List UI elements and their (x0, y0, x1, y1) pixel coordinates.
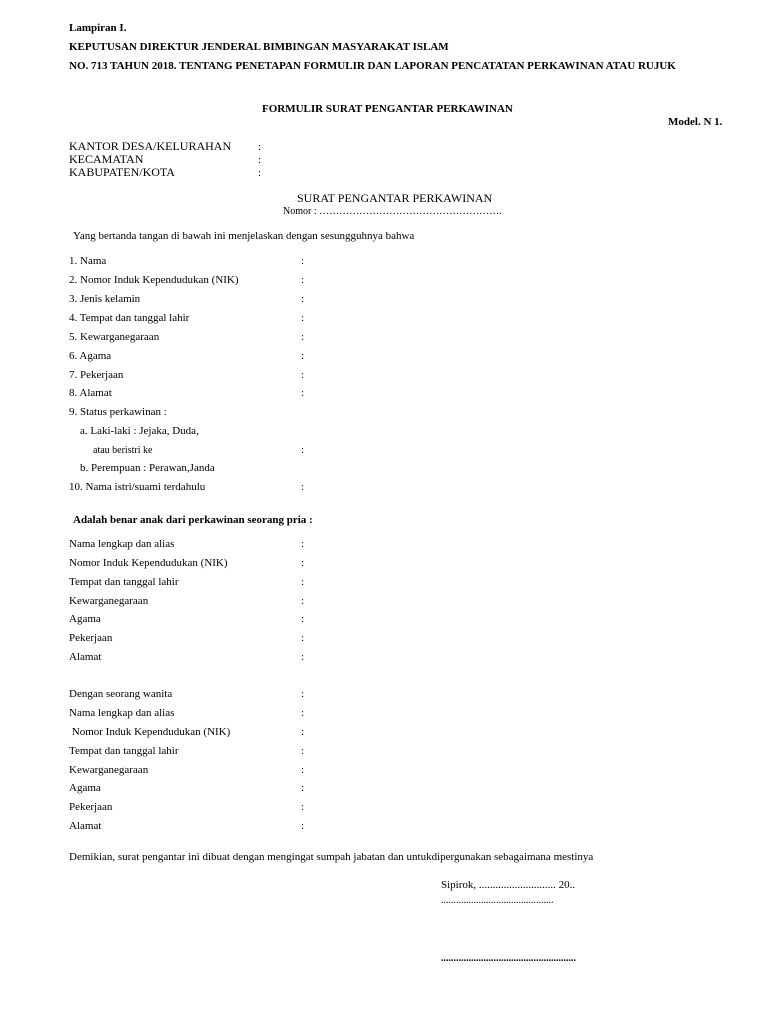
field-colon: : (301, 481, 305, 493)
field-label: 10. Nama istri/suami terdahulu (69, 481, 206, 493)
field-label: Nomor Induk Kependudukan (NIK) (69, 557, 228, 569)
mother-nama (69, 707, 329, 721)
field-status-perempuan: b. Perempuan : Perawan,Janda (80, 462, 215, 474)
office-kecamatan-colon: : (258, 154, 262, 166)
signature-line: ...................................................... (441, 953, 576, 964)
form-title: FORMULIR SURAT PENGANTAR PERKAWINAN (262, 103, 513, 115)
field-alamat (69, 387, 329, 401)
field-label: Kewarganegaraan (69, 595, 149, 607)
field-label: atau beristri ke (93, 445, 153, 456)
field-colon: : (301, 274, 305, 286)
field-colon: : (301, 764, 305, 776)
mother-alamat (69, 820, 329, 834)
father-pekerjaan (69, 632, 329, 646)
field-colon: : (301, 595, 305, 607)
field-label: Dengan seorang wanita (69, 688, 173, 700)
field-label: Alamat (69, 651, 102, 663)
field-pekerjaan (69, 369, 329, 383)
closing-place-date: Sipirok, ............................ 20.. (441, 879, 576, 891)
field-colon: : (301, 444, 305, 456)
field-colon: : (301, 745, 305, 757)
field-colon: : (301, 651, 305, 663)
field-colon: : (301, 707, 305, 719)
field-colon: : (301, 801, 305, 813)
father-nama (69, 538, 329, 552)
father-alamat (69, 651, 329, 665)
field-colon: : (301, 632, 305, 644)
closing-statement: Demikian, surat pengantar ini dibuat dengan mengingat sumpah jabatan dan untukdipergunakan sebagaimana mestinya (69, 851, 594, 863)
mother-ttl (69, 745, 329, 759)
field-colon: : (301, 369, 305, 381)
field-label: 1. Nama (69, 255, 107, 267)
mother-pekerjaan (69, 801, 329, 815)
field-label: Tempat dan tanggal lahir (69, 745, 179, 757)
field-label: 4. Tempat dan tanggal lahir (69, 312, 190, 324)
field-colon: : (301, 538, 305, 550)
office-kabupaten-colon: : (258, 167, 262, 179)
office-kecamatan-label: KECAMATAN (69, 152, 144, 166)
field-nama (69, 255, 329, 269)
field-label: Alamat (69, 820, 102, 832)
field-nama-istri (69, 481, 329, 495)
father-ttl (69, 576, 329, 590)
field-label: Pekerjaan (69, 801, 113, 813)
field-label: 8. Alamat (69, 387, 112, 399)
field-agama (69, 350, 329, 364)
field-colon: : (301, 726, 305, 738)
field-label: 2. Nomor Induk Kependudukan (NIK) (69, 274, 239, 286)
father-nik (69, 557, 329, 571)
father-agama (69, 613, 329, 627)
father-kewarganegaraan (69, 595, 329, 609)
field-colon: : (301, 688, 305, 700)
field-label: 6. Agama (69, 350, 112, 362)
field-label: 5. Kewarganegaraan (69, 331, 160, 343)
letter-title: SURAT PENGANTAR PERKAWINAN (297, 191, 493, 205)
father-heading: Adalah benar anak dari perkawinan seorang pria : (73, 514, 313, 526)
field-colon: : (301, 255, 305, 267)
closing-position-line: ............................................. (441, 895, 554, 906)
field-jenis-kelamin (69, 293, 329, 307)
field-label: Pekerjaan (69, 632, 113, 644)
field-status-laki: a. Laki-laki : Jejaka, Duda, (80, 425, 199, 437)
field-colon: : (301, 782, 305, 794)
office-kabupaten-label: KABUPATEN/KOTA (69, 165, 175, 179)
field-nik (69, 274, 329, 288)
field-label: Kewarganegaraan (69, 764, 149, 776)
field-label: 3. Jenis kelamin (69, 293, 141, 305)
field-colon: : (301, 312, 305, 324)
field-colon: : (301, 613, 305, 625)
mother-nik (69, 726, 329, 740)
mother-heading (69, 688, 329, 702)
lampiran-label: Lampiran I. (69, 22, 127, 34)
field-label: 7. Pekerjaan (69, 369, 124, 381)
field-colon: : (301, 557, 305, 569)
field-ttl (69, 312, 329, 326)
field-colon: : (301, 387, 305, 399)
decree-number: NO. 713 TAHUN 2018. TENTANG PENETAPAN FORMULIR DAN LAPORAN PENCATATAN PERKAWINAN ATAU RUJUK (69, 60, 676, 72)
field-status-label: 9. Status perkawinan : (69, 406, 167, 418)
decree-title: KEPUTUSAN DIREKTUR JENDERAL BIMBINGAN MASYARAKAT ISLAM (69, 41, 449, 53)
letter-intro: Yang bertanda tangan di bawah ini menjelaskan dengan sesungguhnya bahwa (73, 230, 415, 242)
field-beristri (69, 444, 329, 458)
field-colon: : (301, 331, 305, 343)
mother-agama (69, 782, 329, 796)
office-desa-colon: : (258, 141, 262, 153)
model-label: Model. N 1. (668, 116, 723, 128)
mother-kewarganegaraan (69, 764, 329, 778)
field-label: Nama lengkap dan alias (69, 538, 175, 550)
letter-number: Nomor : ………………………………………………. (283, 206, 502, 217)
field-label: Agama (69, 782, 101, 794)
field-label: Nama lengkap dan alias (69, 707, 175, 719)
field-colon: : (301, 820, 305, 832)
field-colon: : (301, 576, 305, 588)
field-label: Nomor Induk Kependudukan (NIK) (69, 726, 231, 738)
field-label: Tempat dan tanggal lahir (69, 576, 179, 588)
field-colon: : (301, 350, 305, 362)
field-colon: : (301, 293, 305, 305)
field-label: Agama (69, 613, 101, 625)
field-kewarganegaraan (69, 331, 329, 345)
office-desa-label: KANTOR DESA/KELURAHAN (69, 139, 232, 153)
